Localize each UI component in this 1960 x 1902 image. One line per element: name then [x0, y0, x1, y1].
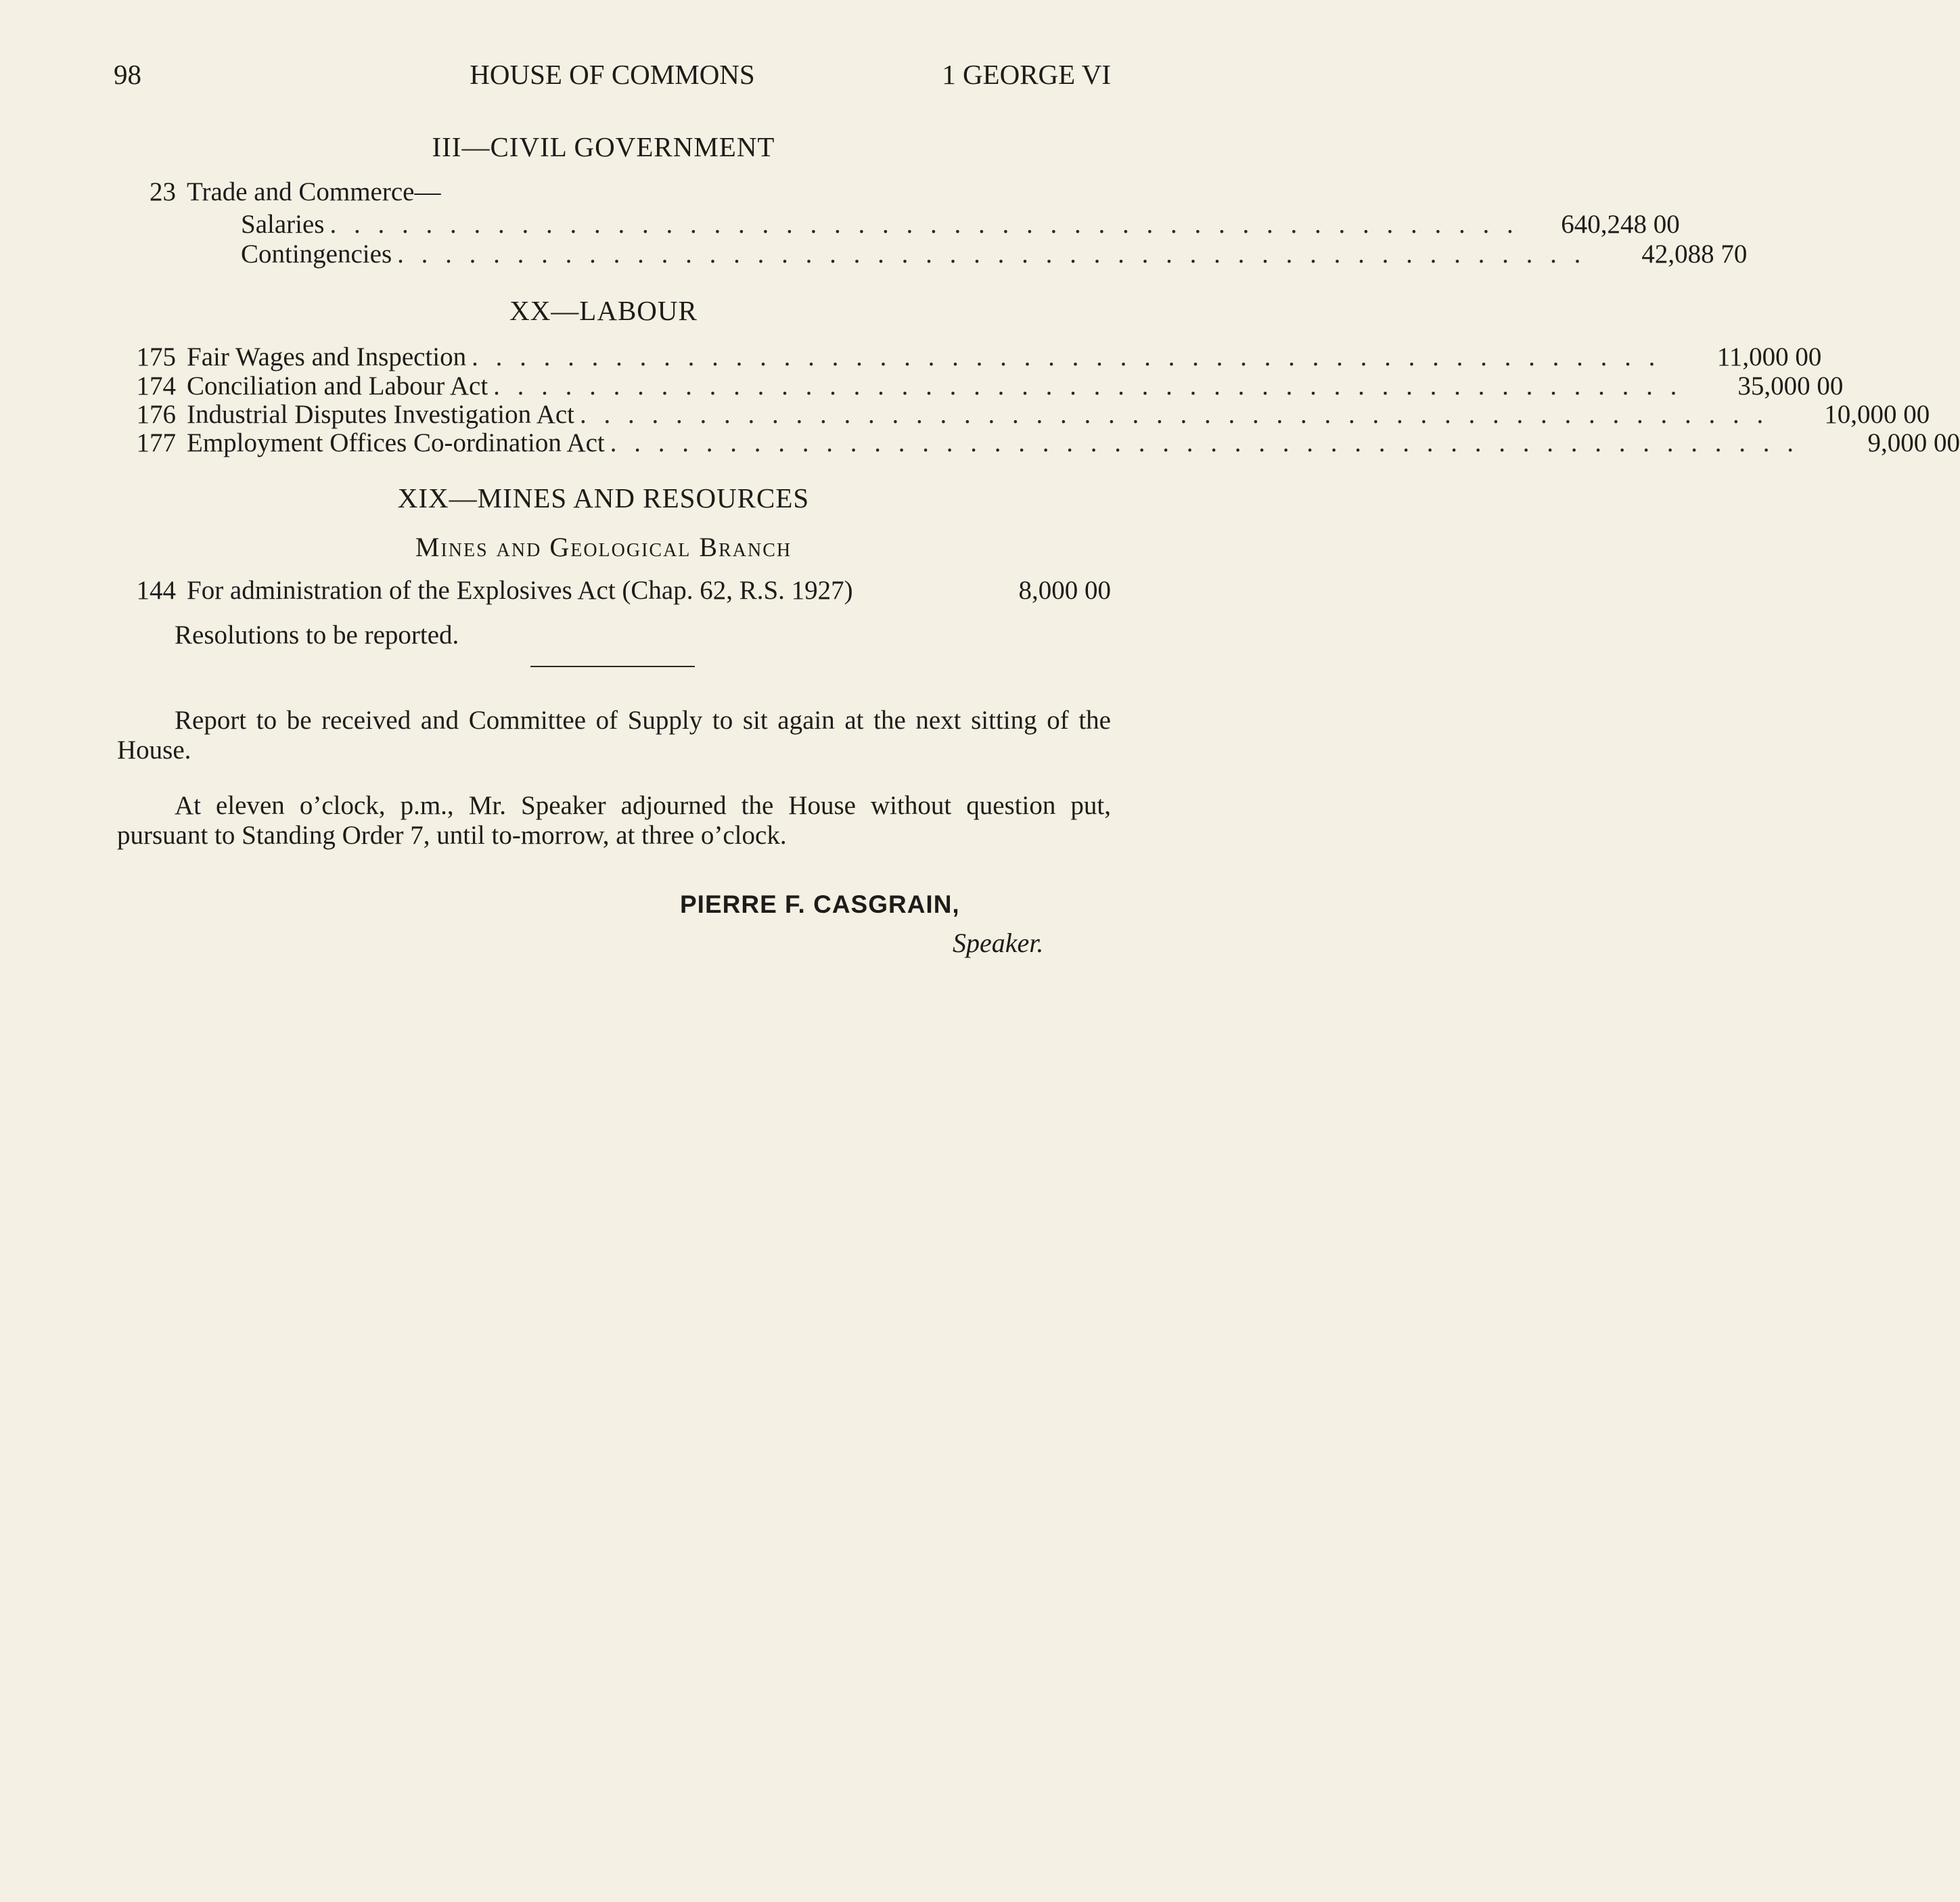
- vote-number: 177: [136, 428, 176, 457]
- session-label: 1 GEORGE VI: [942, 59, 1111, 90]
- page-number: 98: [114, 59, 141, 90]
- vote-label: Conciliation and Labour Act: [187, 371, 488, 401]
- adjournment-paragraph: At eleven o’clock, p.m., Mr. Speaker adjourned the House without question put, pursuant to Standing Order 7, until to-morrow, at three o’clock.: [117, 791, 1111, 850]
- speaker-signature-name: PIERRE F. CASGRAIN,: [680, 890, 960, 918]
- vote-amount: 9,000 00: [1867, 428, 1960, 457]
- vote-label: Contingencies: [241, 240, 392, 269]
- vote-amount: 8,000 00: [1018, 576, 1111, 605]
- vote-amount: 10,000 00: [1824, 400, 1930, 429]
- vote-amount: 640,248 00: [1561, 210, 1680, 239]
- vote-amount: 42,088 70: [1641, 240, 1748, 269]
- vote-label: Salaries: [241, 210, 325, 239]
- vote-line-employment-offices: [114, 428, 1960, 458]
- vote-subline-contingencies: [114, 240, 1748, 269]
- leader-dots: . . . . . . . . . . . . . . . . . . . . . . . . . . . . . . . . . . . . . . . . . . . . . . . . . .: [472, 342, 1661, 371]
- report-paragraph: Report to be received and Committee of Supply to sit again at the next sitting of the House.: [117, 706, 1111, 765]
- vote-number: 144: [136, 576, 176, 605]
- vote-number: 175: [136, 342, 176, 371]
- vote-label: For administration of the Explosives Act (Chap. 62, R.S. 1927): [187, 576, 853, 605]
- vote-number: 176: [136, 400, 176, 429]
- running-title: HOUSE OF COMMONS: [470, 59, 755, 90]
- vote-label: Fair Wages and Inspection: [187, 342, 467, 371]
- vote-line-fair-wages: [114, 342, 1822, 372]
- vote-subline-salaries: [114, 210, 1680, 240]
- vote-line-conciliation: [114, 371, 1844, 401]
- leader-dots: . . . . . . . . . . . . . . . . . . . . . . . . . . . . . . . . . . . . . . . . . . . . . . . . . .: [493, 371, 1683, 401]
- vote-number: 174: [136, 371, 176, 401]
- vote-item-trade-commerce: [114, 177, 1111, 207]
- section-title-mines-resources: XIX—MINES AND RESOURCES: [397, 482, 810, 514]
- section-title-labour: XX—LABOUR: [509, 295, 698, 326]
- leader-dots: . . . . . . . . . . . . . . . . . . . . . . . . . . . . . . . . . . . . . . . . . . . . . . . . . .: [397, 240, 1587, 269]
- section-divider: [530, 666, 695, 667]
- resolutions-note: Resolutions to be reported.: [175, 620, 459, 650]
- vote-label: Employment Offices Co-ordination Act: [187, 428, 605, 457]
- page-header: [114, 54, 1111, 95]
- speaker-signature-title: Speaker.: [953, 928, 1044, 958]
- vote-label: Trade and Commerce—: [187, 177, 441, 206]
- vote-line-explosives-act: [114, 576, 1111, 606]
- leader-dots: . . . . . . . . . . . . . . . . . . . . . . . . . . . . . . . . . . . . . . . . . . . . . . . . . .: [580, 400, 1769, 429]
- vote-amount: 35,000 00: [1737, 371, 1844, 401]
- leader-dots: . . . . . . . . . . . . . . . . . . . . . . . . . . . . . . . . . . . . . . . . . . . . . . . . . .: [610, 428, 1800, 457]
- vote-label: Industrial Disputes Investigation Act: [187, 400, 575, 429]
- vote-number: 23: [150, 177, 176, 206]
- vote-line-industrial-disputes: [114, 400, 1930, 430]
- section-title-civil-government: III—CIVIL GOVERNMENT: [432, 131, 775, 162]
- leader-dots: . . . . . . . . . . . . . . . . . . . . . . . . . . . . . . . . . . . . . . . . . . . . . . . . . .: [329, 210, 1519, 239]
- vote-amount: 11,000 00: [1716, 342, 1822, 371]
- subsection-title-mines-geological: Mines and Geological Branch: [415, 532, 792, 562]
